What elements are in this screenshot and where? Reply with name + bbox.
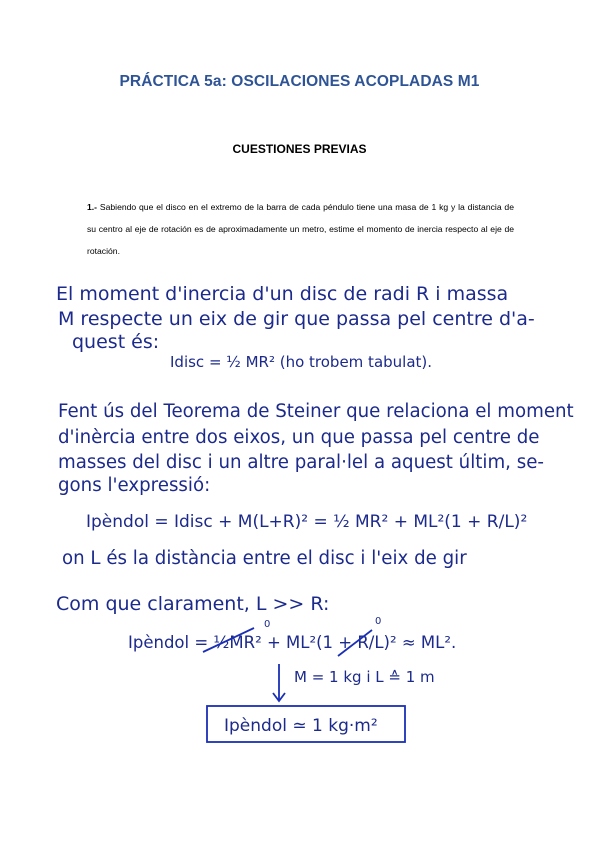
hw-p2-line3: masses del disc i un altre paral·lel a aquest últim, se- — [58, 452, 544, 473]
hw-p2-line4: gons l'expressió: — [58, 475, 211, 496]
hw-p1-line3: quest és: — [72, 331, 160, 353]
hw-p1-line1: El moment d'inercia d'un disc de radi R i massa — [56, 283, 509, 305]
hw-result: Ipèndol ≃ 1 kg·m² — [224, 716, 378, 736]
hw-p3-line1: Com que clarament, L >> R: — [56, 593, 330, 615]
hw-p2-line1: Fent ús del Teorema de Steiner que relaciona el moment — [58, 401, 574, 422]
hw-zero-2: 0 — [375, 616, 382, 627]
hw-eq1: Idisc = ½ MR² (ho trobem tabulat). — [170, 353, 433, 371]
section-heading: CUESTIONES PREVIAS — [232, 142, 367, 156]
hw-zero-1: 0 — [264, 619, 271, 630]
hw-eq3: Ipèndol = ½MR² + ML²(1 + R/L)² ≈ ML². — [128, 633, 457, 652]
page-title: PRÁCTICA 5a: OSCILACIONES ACOPLADAS M1 — [119, 73, 480, 90]
hw-eq2: Ipèndol = Idisc + M(L+R)² = ½ MR² + ML²(1 + R/L)² — [86, 512, 528, 532]
question-number: 1.- — [87, 202, 98, 212]
hw-p1-line2: M respecte un eix de gir que passa pel centre d'a- — [58, 308, 535, 330]
hw-eq4: M = 1 kg i L ≙ 1 m — [294, 668, 435, 686]
question-text: Sabiendo que el disco en el extremo de la barra de cada péndulo tiene una masa de 1 kg y la distancia de su centro al eje de rotación es de aproximadamente un metro, estime el momento de inercia respecto al eje de rotación. — [87, 202, 514, 256]
hw-p2-line5: on L és la distància entre el disc i l'eix de gir — [62, 548, 467, 569]
hw-p2-line2: d'inèrcia entre dos eixos, un que passa pel centre de — [58, 427, 540, 448]
